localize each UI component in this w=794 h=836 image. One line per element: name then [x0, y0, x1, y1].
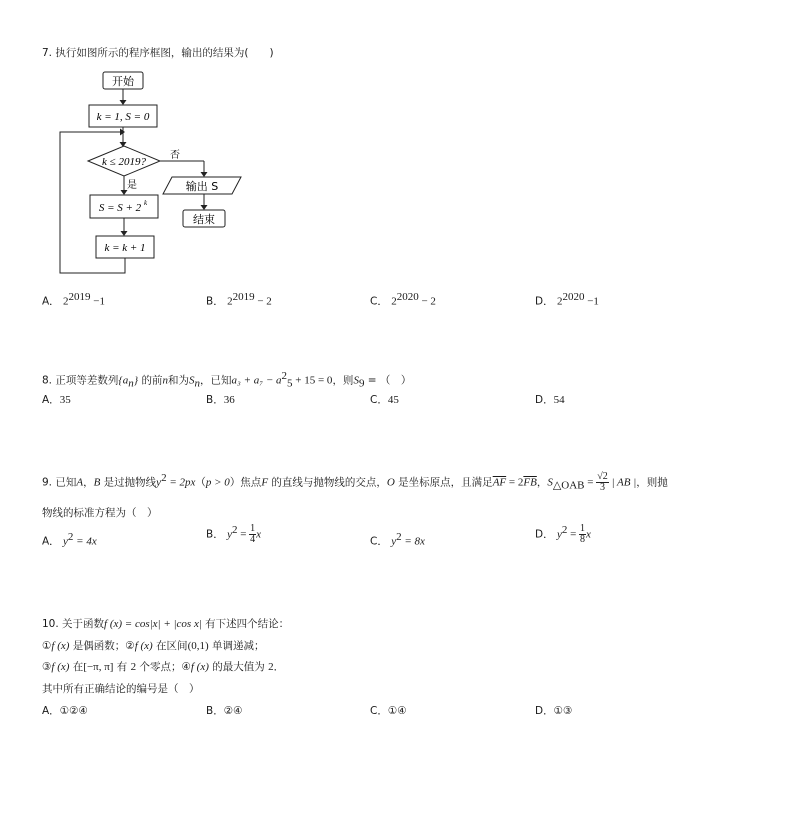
- flow-yes-label: 是: [127, 180, 137, 191]
- q8-option-c[interactable]: C．45: [370, 394, 399, 406]
- flow-no-label: 否: [170, 150, 180, 161]
- q7-option-c[interactable]: C． $2^{2020} - 2$: [370, 291, 436, 308]
- q7-option-a[interactable]: A． $2^{2019} -1$: [42, 291, 105, 308]
- flow-start-label: 开始: [112, 75, 134, 88]
- q10-stem-line1: 10. 关于函数f (x) = cos|x| + |cos x| 有下述四个结论：: [42, 618, 290, 630]
- q10-stem-line3: ③f (x) 在[−π, π] 有 2 个零点；④f (x) 的最大值为 2．: [42, 661, 285, 673]
- q7-flowchart: [0, 0, 260, 290]
- q9-option-b[interactable]: B． $y^2$ = $\frac{1}{4}$ x: [206, 523, 262, 545]
- q10-stem-line2: ①f (x) 是偶函数；②f (x) 在区间(0,1) 单调递减；: [42, 640, 265, 652]
- flow-end-label: 结束: [193, 213, 215, 226]
- q10-option-a[interactable]: A．①②④: [42, 705, 88, 717]
- q8-stem: 8. 正项等差数列$\{a_n\}$ 的前n和为$S_n$，已知$a_3 + a_7 - a^2_5 + 15 = 0$，则$S_9$ = （ ）: [42, 370, 412, 390]
- flow-init-label: k = 1, S = 0: [96, 111, 150, 123]
- q10-option-d[interactable]: D．①③: [535, 705, 573, 717]
- q7-option-d[interactable]: D． $2^{2020} -1$: [535, 291, 599, 308]
- q9-option-d[interactable]: D． $y^2$ = $\frac{1}{8}$ x: [535, 523, 591, 545]
- q8-option-a[interactable]: A．35: [42, 394, 71, 406]
- q9-option-c[interactable]: C． $y^2 = 8x$: [370, 531, 425, 548]
- q10-option-b[interactable]: B．②④: [206, 705, 243, 717]
- q8-option-b[interactable]: B．36: [206, 394, 235, 406]
- flow-sum-label: S = S + 2: [98, 202, 142, 214]
- q7-option-b[interactable]: B． $2^{2019} - 2$: [206, 291, 272, 308]
- q10-option-c[interactable]: C．①④: [370, 705, 407, 717]
- flow-output-label: 输出 S: [185, 180, 219, 193]
- flow-inc-label: k = k + 1: [104, 242, 146, 254]
- q8-option-d[interactable]: D．54: [535, 394, 565, 406]
- q7-stem: 7. 执行如图所示的程序框图，输出的结果为( ): [42, 47, 274, 59]
- q9-stem: 9. 已知A，B 是过抛物线$y^2 = 2px(p > 0)$焦点F 的直线与抛物线的交点，O 是坐标原点，且满足$\overline{AF} = 2\overline{FB}$，$S_{\triangle OAB}$ = $\frac{√2}{3}$ | AB |，则抛: [42, 471, 668, 493]
- flow-cond-label: k ≤ 2019?: [102, 156, 146, 168]
- q9-option-a[interactable]: A． $y^2 = 4x$: [42, 531, 97, 548]
- q9-stem-line2: 物线的标准方程为（ ）: [42, 507, 158, 519]
- q10-stem-line4: 其中所有正确结论的编号是（ ）: [42, 683, 200, 695]
- flow-sum-exp: k: [144, 199, 148, 207]
